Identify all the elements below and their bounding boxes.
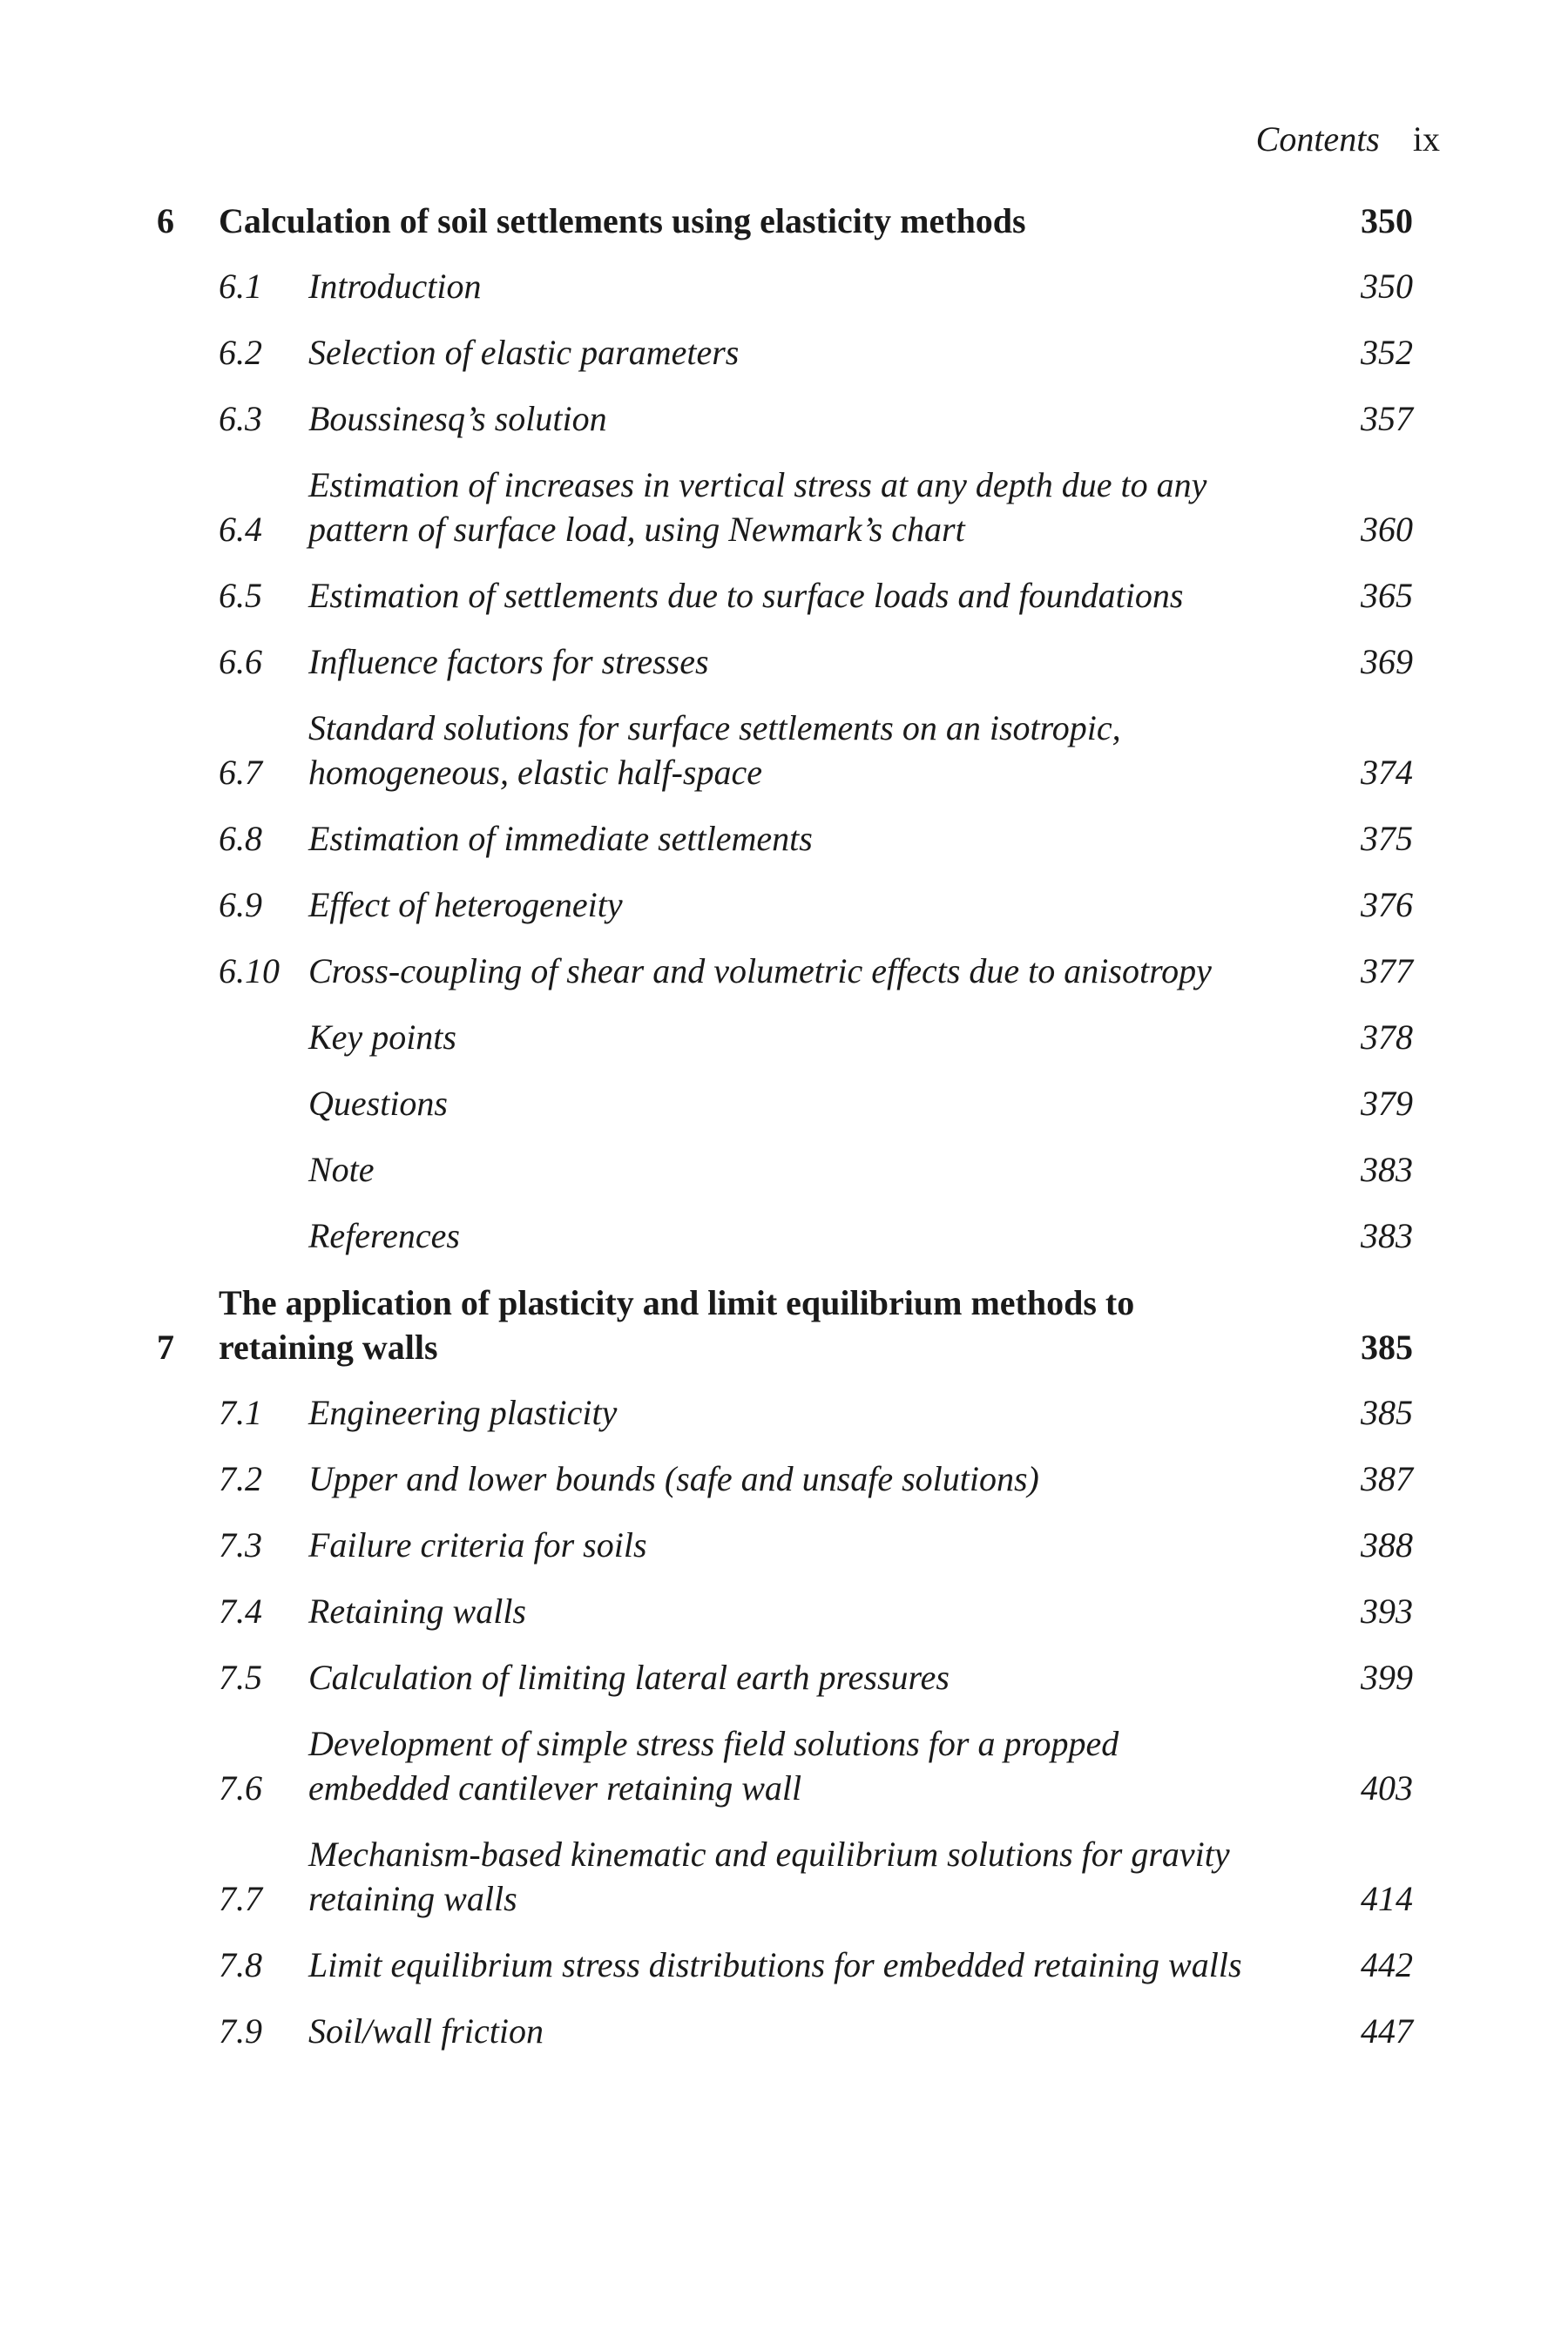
toc-section-row <box>0 1015 1568 1059</box>
page-number: 360 <box>1361 510 1413 549</box>
header-title: Contents <box>1255 119 1380 159</box>
page-number: 393 <box>1361 1592 1413 1631</box>
section-title: Limit equilibrium stress distributions for embedded retaining walls <box>308 1945 1242 1984</box>
toc-section-row <box>0 816 1568 861</box>
section-number: 7.6 <box>219 1768 262 1808</box>
section-title: Upper and lower bounds (safe and unsafe solutions) <box>308 1459 1039 1498</box>
toc-chapter-row <box>0 199 1568 243</box>
title-line: Estimation of increases in vertical stress at any depth due to any <box>308 465 1207 504</box>
section-number: 7.2 <box>219 1459 262 1498</box>
section-title <box>308 706 1293 794</box>
chapter-number: 7 <box>157 1328 174 1367</box>
section-title: Retaining walls <box>308 1592 526 1631</box>
section-title: Engineering plasticity <box>308 1393 618 1432</box>
toc-section-row <box>0 1943 1568 1987</box>
toc-section-row <box>0 264 1568 308</box>
page-number: 350 <box>1361 267 1413 306</box>
section-number: 7.9 <box>219 2011 262 2051</box>
toc-section-row <box>0 1213 1568 1258</box>
section-title <box>308 463 1293 551</box>
toc-section-row <box>0 882 1568 927</box>
page-number: 376 <box>1361 885 1413 924</box>
section-number: 7.5 <box>219 1658 262 1697</box>
title-line: embedded cantilever retaining wall <box>308 1768 802 1808</box>
section-title: Cross-coupling of shear and volumetric effects due to anisotropy <box>308 951 1212 990</box>
toc-section-row <box>0 2009 1568 2053</box>
page-number: 379 <box>1361 1084 1413 1123</box>
section-title: Estimation of immediate settlements <box>308 819 813 858</box>
page-number: 442 <box>1361 1945 1413 1984</box>
page-number: 352 <box>1361 333 1413 372</box>
section-title: Key points <box>308 1017 456 1057</box>
toc-section-row <box>0 1832 1568 1921</box>
section-title: Calculation of limiting lateral earth pressures <box>308 1658 950 1697</box>
section-title: Selection of elastic parameters <box>308 333 740 372</box>
toc-section-row <box>0 1390 1568 1435</box>
section-number: 6.10 <box>219 951 280 990</box>
section-number: 7.7 <box>219 1879 262 1918</box>
title-line: homogeneous, elastic half-space <box>308 753 762 792</box>
page-number: 378 <box>1361 1017 1413 1057</box>
page-number: 387 <box>1361 1459 1413 1498</box>
toc-section-row <box>0 1589 1568 1633</box>
toc-section-row <box>0 1721 1568 1810</box>
section-title: Failure criteria for soils <box>308 1525 647 1565</box>
section-number: 6.6 <box>219 642 262 681</box>
section-title: Soil/wall friction <box>308 2011 544 2051</box>
title-line: Development of simple stress field solutions for a propped <box>308 1724 1119 1763</box>
section-title <box>308 1832 1293 1921</box>
toc-section-row <box>0 463 1568 551</box>
page-number: 414 <box>1361 1879 1413 1918</box>
toc-section-row <box>0 1081 1568 1125</box>
section-title: Effect of heterogeneity <box>308 885 623 924</box>
section-title <box>308 1721 1293 1810</box>
toc-section-row <box>0 573 1568 618</box>
section-title: Boussinesq’s solution <box>308 399 607 438</box>
page-number: 447 <box>1361 2011 1413 2051</box>
toc-section-row <box>0 330 1568 375</box>
section-number: 6.9 <box>219 885 262 924</box>
section-title: Influence factors for stresses <box>308 642 709 681</box>
title-line: retaining walls <box>308 1879 517 1918</box>
section-number: 7.1 <box>219 1393 262 1432</box>
page-number: 385 <box>1361 1393 1413 1432</box>
title-line: Standard solutions for surface settlements on an isotropic, <box>308 708 1121 747</box>
title-line: retaining walls <box>219 1328 438 1367</box>
toc-section-row <box>0 706 1568 794</box>
section-number: 6.3 <box>219 399 262 438</box>
page-number: 357 <box>1361 399 1413 438</box>
table-of-contents <box>0 199 1568 2053</box>
page-number: 385 <box>1361 1328 1413 1367</box>
section-title: References <box>308 1216 460 1255</box>
chapter-number: 6 <box>157 201 174 240</box>
toc-chapter-row <box>0 1281 1568 1369</box>
toc-section-row <box>0 949 1568 993</box>
section-number: 6.2 <box>219 333 262 372</box>
chapter-title <box>219 1281 1290 1369</box>
page-number: 365 <box>1361 576 1413 615</box>
section-number: 7.8 <box>219 1945 262 1984</box>
page-number: 383 <box>1361 1150 1413 1189</box>
section-title: Introduction <box>308 267 482 306</box>
section-title: Note <box>308 1150 375 1189</box>
page-number: 377 <box>1361 951 1413 990</box>
section-number: 6.8 <box>219 819 262 858</box>
toc-section-row <box>0 1523 1568 1567</box>
section-number: 6.7 <box>219 753 262 792</box>
page-number: 350 <box>1361 201 1413 240</box>
page-number: 383 <box>1361 1216 1413 1255</box>
page-number: 375 <box>1361 819 1413 858</box>
page-number: 374 <box>1361 753 1413 792</box>
chapter-title: Calculation of soil settlements using elasticity methods <box>219 201 1026 240</box>
section-title: Estimation of settlements due to surface loads and foundations <box>308 576 1184 615</box>
section-title: Questions <box>308 1084 448 1123</box>
page-number: 399 <box>1361 1658 1413 1697</box>
title-line: The application of plasticity and limit equilibrium methods to <box>219 1283 1135 1322</box>
toc-section-row <box>0 396 1568 441</box>
section-number: 6.1 <box>219 267 262 306</box>
page-number: 403 <box>1361 1768 1413 1808</box>
toc-section-row <box>0 1655 1568 1700</box>
title-line: pattern of surface load, using Newmark’s chart <box>308 510 965 549</box>
title-line: Mechanism-based kinematic and equilibrium solutions for gravity <box>308 1835 1230 1874</box>
section-number: 6.4 <box>219 510 262 549</box>
toc-section-row <box>0 639 1568 684</box>
section-number: 6.5 <box>219 576 262 615</box>
toc-section-row <box>0 1147 1568 1192</box>
section-number: 7.3 <box>219 1525 262 1565</box>
section-number: 7.4 <box>219 1592 262 1631</box>
toc-section-row <box>0 1456 1568 1501</box>
running-header <box>1256 115 1440 164</box>
header-page-number: ix <box>1412 119 1440 159</box>
page-number: 369 <box>1361 642 1413 681</box>
page-number: 388 <box>1361 1525 1413 1565</box>
